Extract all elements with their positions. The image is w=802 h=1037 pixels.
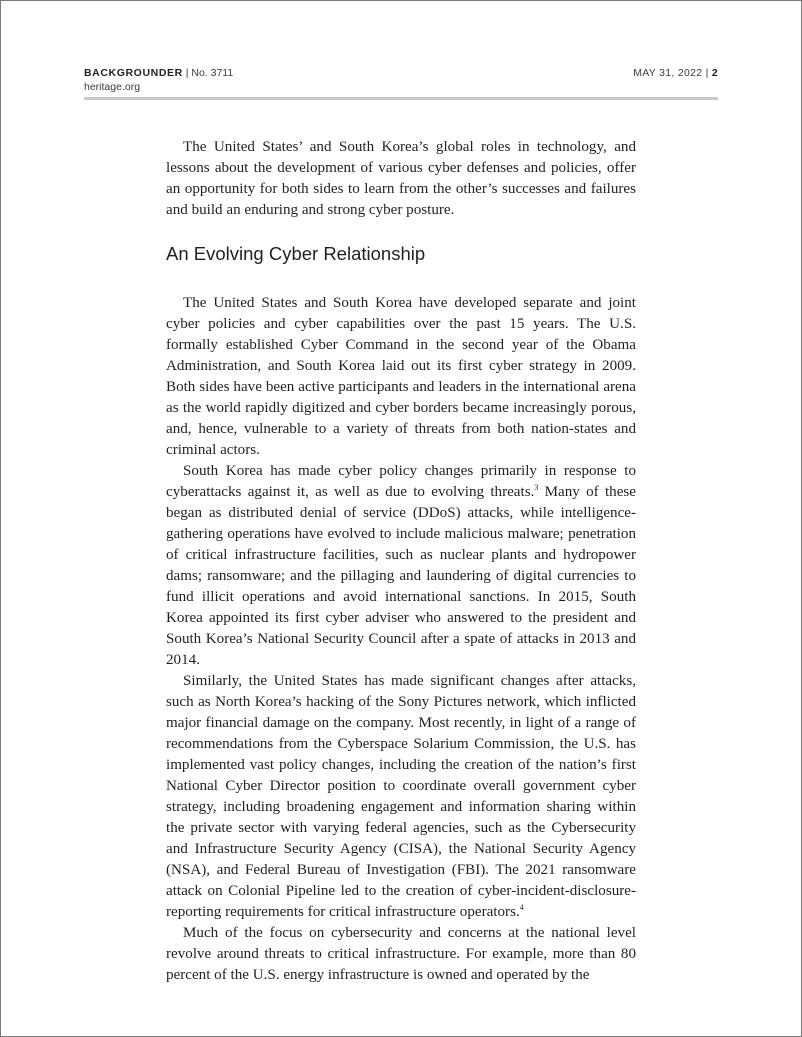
page-number: 2 <box>711 67 718 79</box>
header-separator-right: | <box>705 67 709 79</box>
paragraph-3 <box>166 671 636 923</box>
footnote-marker-3[interactable]: 3 <box>534 483 539 492</box>
paragraph-4: Much of the focus on cybersecurity and concerns at the national level revolve around threats to critical infrastructure. For example, more than 80 percent of the U.S. energy infrastructure is owned and operated by the <box>166 925 636 983</box>
header-left <box>84 66 233 94</box>
publication-number: No. 3711 <box>191 67 234 79</box>
header-rule <box>84 97 718 100</box>
paragraph-2 <box>166 461 636 671</box>
paragraph-2-part-a: South Korea has made cyber policy changes primarily in response to cyberattacks against it, as well as due to evolving threats. <box>166 463 636 500</box>
series-name: BACKGROUNDER <box>84 67 183 79</box>
article-body <box>166 137 636 986</box>
paragraph-3-text: Similarly, the United States has made significant changes after attacks, such as North Korea’s hacking of the Sony Pictures network, which inflicted major financial damage on the company. Most recently, in light of a range of recommendations from the Cyberspace Solarium Commission, the U.S. has implemented vast policy changes, including the creation of the nation’s first National Cyber Director position to coordinate overall government cyber strategy, including broadening engagement and information sharing within the private sector with varying federal agencies, such as the Cybersecurity and Infrastructure Security Agency (CISA), the National Security Agency (NSA), and Federal Bureau of Investigation (FBI). The 2021 ransomware attack on Colonial Pipeline led to the creation of cyber-incident-disclosure-reporting requirements for critical infrastructure operators. <box>166 673 636 920</box>
header-separator: | <box>185 67 189 79</box>
footnote-marker-4[interactable]: 4 <box>519 903 524 912</box>
section-heading: An Evolving Cyber Relationship <box>166 243 426 264</box>
publication-line <box>84 66 233 80</box>
paragraph-2-part-b: Many of these began as distributed denial of service (DDoS) attacks, while intelligence-gathering operations have evolved to include malicious malware; penetration of critical infrastructure facilities, such as nuclear plants and hydropower dams; ransomware; and the pillaging and laundering of digital currencies to fund illicit operations and avoid international sanctions. In 2015, South Korea appointed its first cyber adviser who answered to the president and South Korea’s National Security Council after a spate of attacks in 2013 and 2014. <box>166 484 636 668</box>
intro-paragraph: The United States’ and South Korea’s global roles in technology, and lessons about the development of various cyber defenses and policies, offer an opportunity for both sides to learn from the other’s successes and failures and build an enduring and strong cyber posture. <box>166 139 636 218</box>
header-right <box>633 66 718 80</box>
paragraph-1: The United States and South Korea have developed separate and joint cyber policies and cyber capabilities over the past 15 years. The U.S. formally established Cyber Command in the second year of the Obama Administration, and South Korea laid out its first cyber strategy in 2009. Both sides have been active participants and leaders in the international arena as the world rapidly digitized and cyber borders became increasingly porous, and, hence, vulnerable to a variety of threats from both nation-states and criminal actors. <box>166 295 636 458</box>
site-name: heritage.org <box>84 81 141 93</box>
publication-date: MAY 31, 2022 <box>633 67 703 79</box>
